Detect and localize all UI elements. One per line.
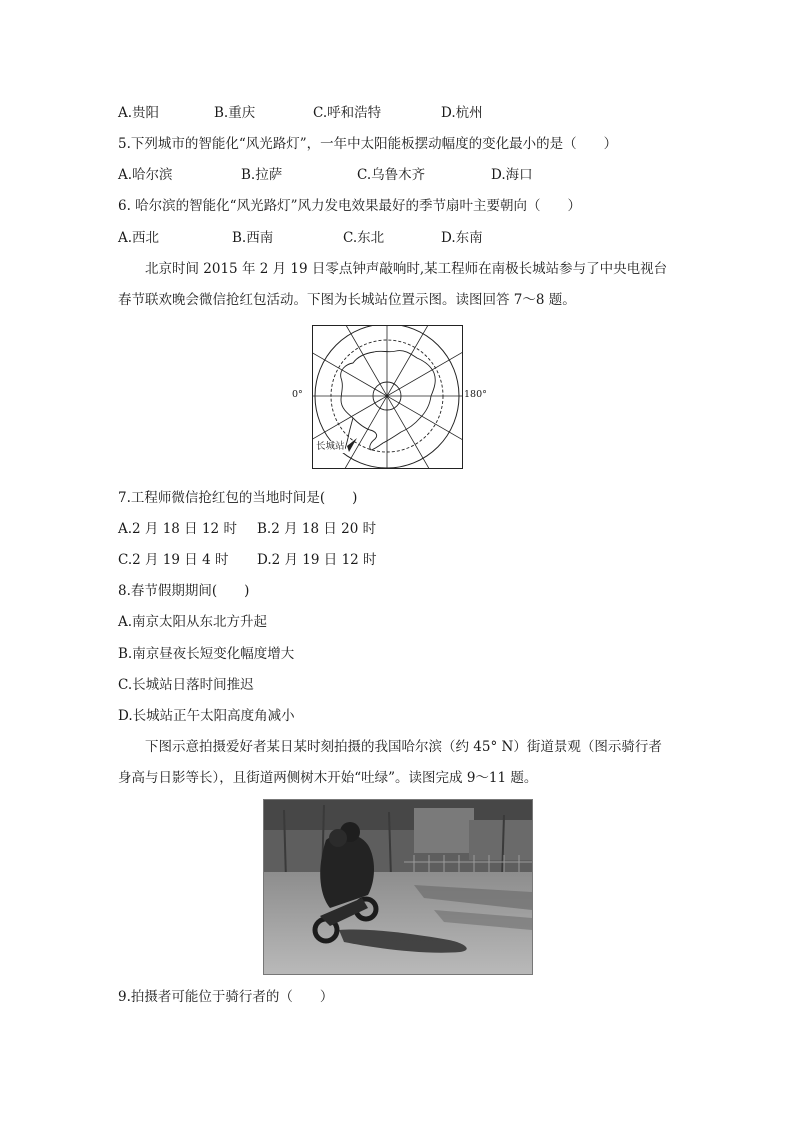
q7-option-c: C.2 月 19 日 4 时 — [118, 552, 229, 568]
q8-option-c: C.长城站日落时间推迟 — [118, 677, 254, 693]
intro-7-8-line1: 北京时间 2015 年 2 月 19 日零点钟声敲响时,某工程师在南极长城站参与了中央电视台 — [145, 261, 668, 277]
map-label-180-degree: 180° — [464, 389, 487, 400]
q8-option-b: B.南京昼夜长短变化幅度增大 — [118, 646, 295, 662]
q6-option-a: A.西北 — [118, 230, 160, 246]
q8-option-d: D.长城站正午太阳高度角减小 — [118, 708, 295, 724]
q9-stem: 9.拍摄者可能位于骑行者的（ ） — [118, 989, 334, 1005]
q7-stem: 7.工程师微信抢红包的当地时间是( ) — [118, 490, 358, 506]
q8-option-a: A.南京太阳从东北方升起 — [118, 614, 268, 630]
intro-9-11-line2: 身高与日影等长），且街道两侧树木开始“吐绿”。读图完成 9～11 题。 — [118, 770, 538, 786]
intro-9-11-line1: 下图示意拍摄爱好者某日某时刻拍摄的我国哈尔滨（约 45° N）街道景观（图示骑行者 — [145, 739, 662, 755]
q5-option-c: C.乌鲁木齐 — [357, 167, 426, 183]
q4-option-c: C.呼和浩特 — [313, 105, 382, 121]
map-label-station: 长城站 — [316, 441, 345, 452]
q5-stem: 5.下列城市的智能化“风光路灯”，一年中太阳能板摆动幅度的变化最小的是（ ） — [118, 136, 618, 152]
q7-option-b: B.2 月 18 日 20 时 — [257, 521, 377, 537]
q5-option-b: B.拉萨 — [241, 167, 283, 183]
q7-option-a: A.2 月 18 日 12 时 — [118, 521, 237, 537]
antarctica-outline — [341, 351, 436, 450]
street-cyclist-photo — [263, 799, 533, 975]
q7-option-d: D.2 月 19 日 12 时 — [257, 552, 377, 568]
q8-stem: 8.春节假期期间( ) — [118, 583, 250, 599]
q4-option-a: A.贵阳 — [118, 105, 160, 121]
q6-stem: 6. 哈尔滨的智能化“风光路灯”风力发电效果最好的季节扇叶主要朝向（ ） — [118, 198, 581, 214]
antarctica-polar-map — [312, 325, 463, 469]
map-label-0-degree: 0° — [292, 389, 303, 400]
q4-option-d: D.杭州 — [441, 105, 483, 121]
q4-option-b: B.重庆 — [214, 105, 256, 121]
q6-option-d: D.东南 — [441, 230, 483, 246]
q5-option-d: D.海口 — [491, 167, 533, 183]
q6-option-c: C.东北 — [343, 230, 385, 246]
cyclist-photo-graphic — [264, 800, 532, 974]
q6-option-b: B.西南 — [232, 230, 274, 246]
q5-option-a: A.哈尔滨 — [118, 167, 173, 183]
intro-7-8-line2: 春节联欢晚会微信抢红包活动。下图为长城站位置示图。读图回答 7～8 题。 — [118, 292, 576, 308]
